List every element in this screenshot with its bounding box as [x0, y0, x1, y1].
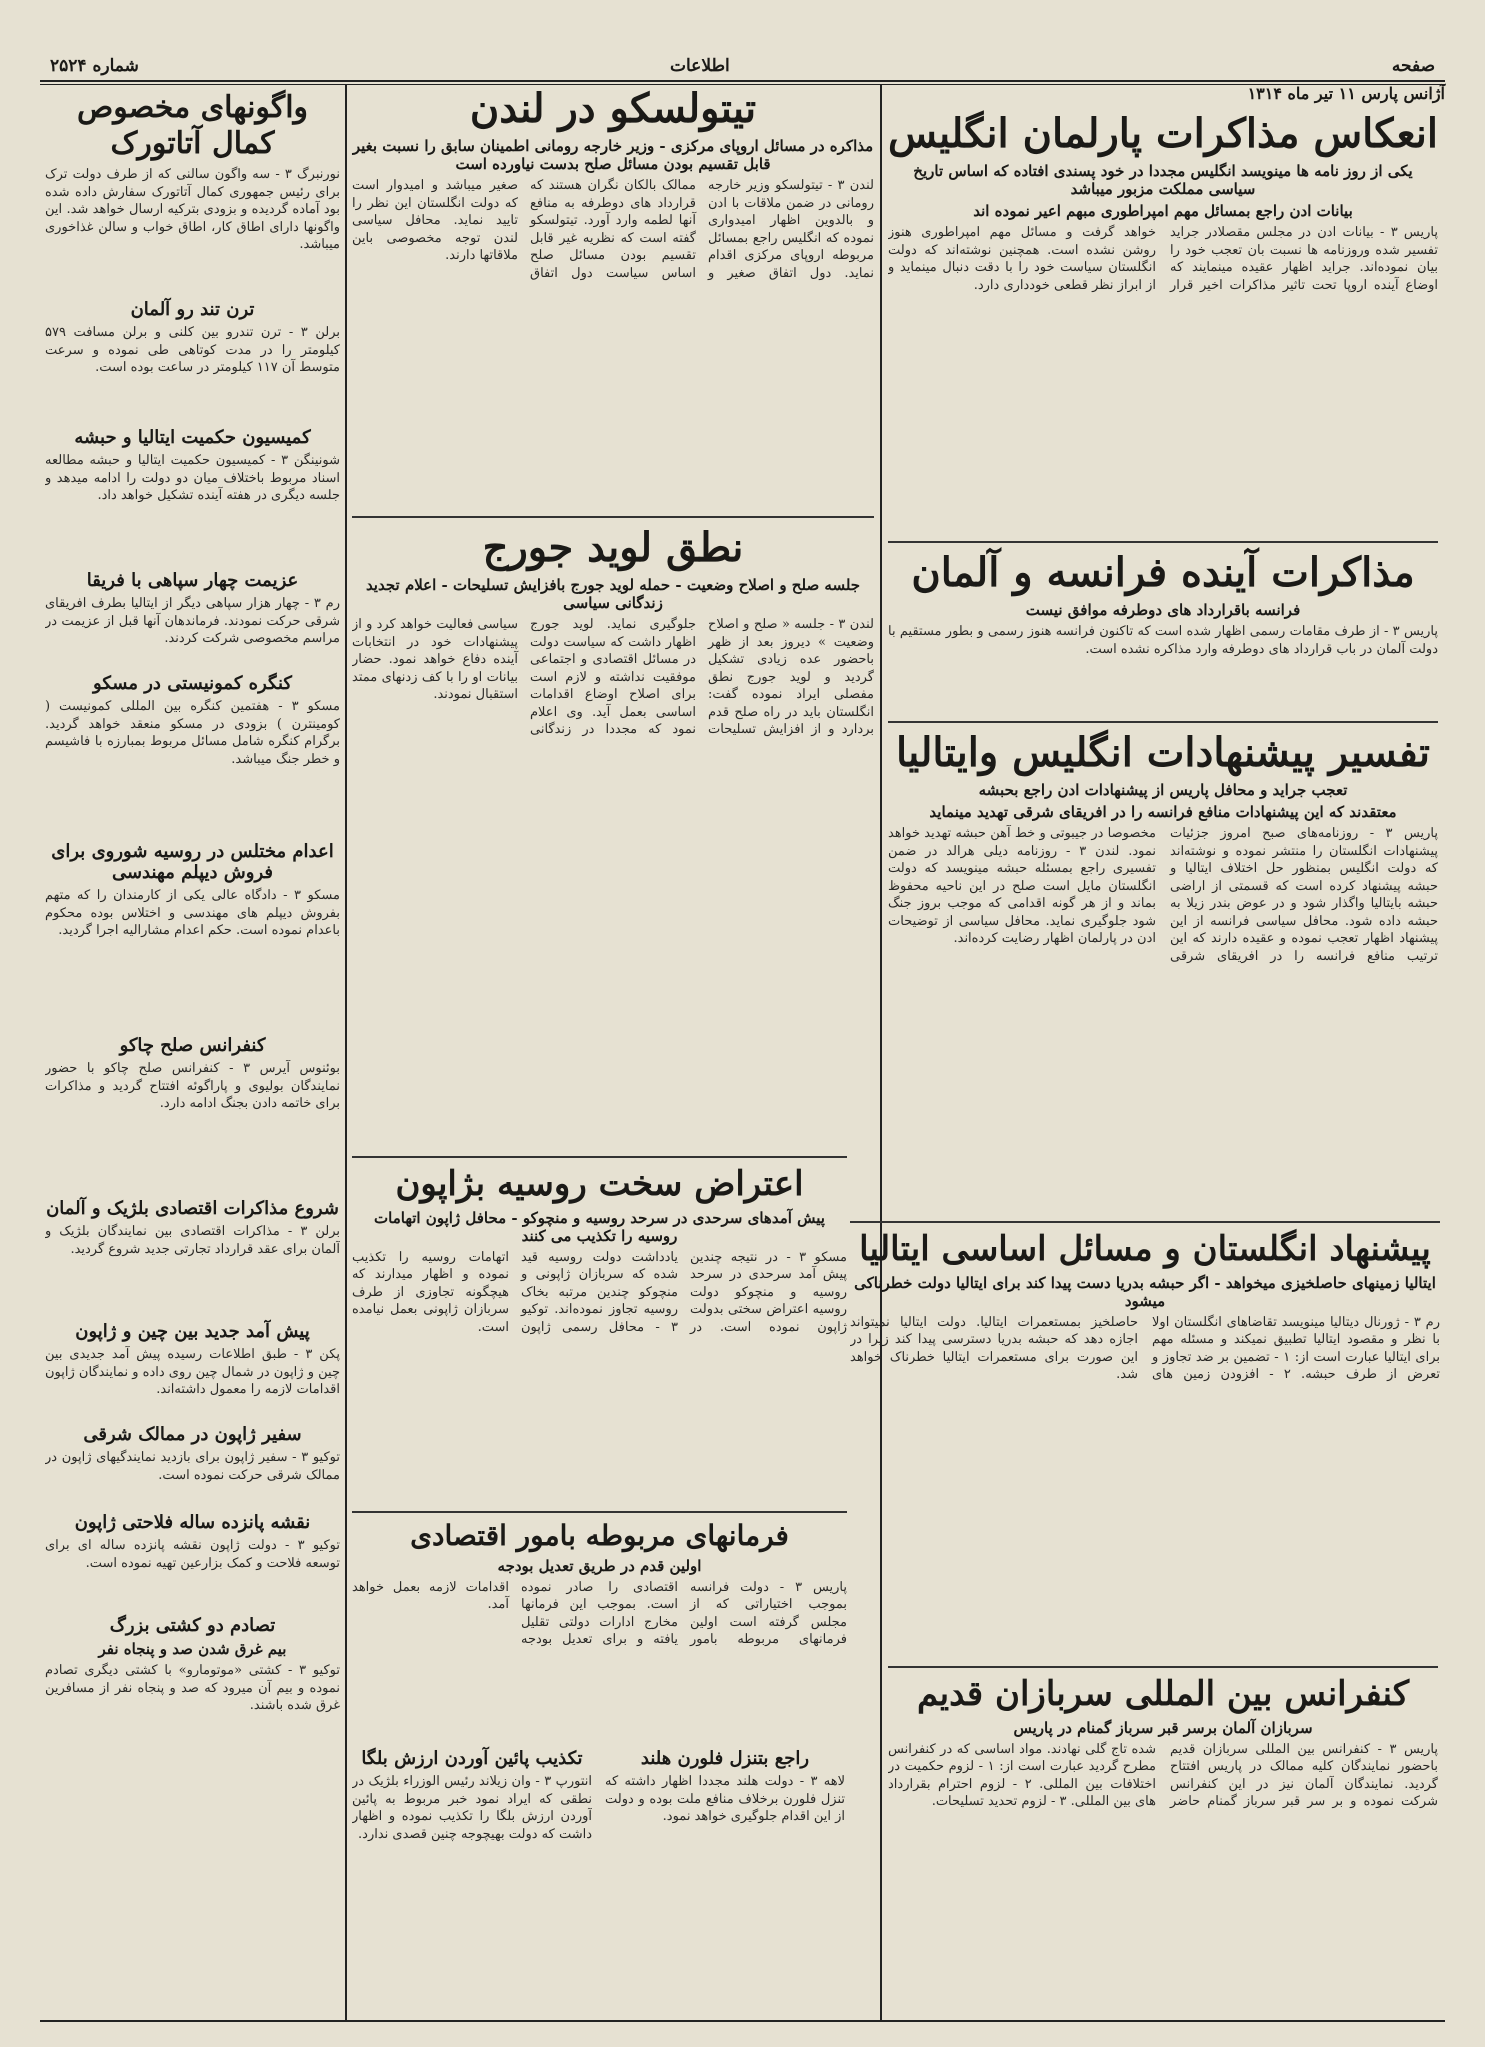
article-parliament: [888, 110, 1438, 474]
article-body: پاریس ۳ - کنفرانس بین المللی سربازان قدیم باحضور نمایندگان کلیه ممالک در پاریس افتتاح گردید. نمایندگان آلمان نیز در این کنفرانس شرکت نموده و بر سر قبر سرباز گمنام حاضر شده تاج گلی نهادند. مواد اساسی که در کنفرانس مطرح گردید عبارت است از: ۱ - لزوم حکمیت در اختلافات بین المللی. ۲ - لزوم احترام بقرارداد های بین المللی. ۳ - لزوم تحدید تسلیحات.: [888, 1741, 1438, 1810]
subheadline: پیش آمدهای سرحدی در سرحد روسیه و منچوکو - محافل ژاپون اتهامات روسیه را تکذیب می کنند: [374, 1208, 825, 1245]
headline: فرمانهای مربوطه بامور اقتصادی: [410, 1519, 789, 1552]
bottom-rule: [40, 2020, 1445, 2022]
article-body: توکیو ۳ - کشتی «موتومارو» با کشتی دیگری تصادم نموده و بیم آن میرود که صد و پنجاه نفر از مسافرین غرق شده باشند.: [45, 1663, 340, 1713]
article-florin: [605, 1740, 845, 1993]
article-body: رم ۳ - چهار هزار سپاهی دیگر از ایتالیا بطرف افریقای شرقی حرکت نمودند. فرماندهان آنها قبل از عزیمت در مراسم مخصوصی شرکت کردند.: [45, 596, 340, 646]
article-body: لندن ۳ - جلسه « صلح و اصلاح وضعیت » دیروز بعد از ظهر باحضور عده زیادی تشکیل گردید و لوید جورج نطق مفصلی ایراد نموده گفت: انگلستان باید در راه صلح قدم بردارد و از افزایش تسلیحات جلوگیری نماید. لوید جورج اظهار داشت که سیاست دولت در مسائل اقتصادی و اجتماعی موفقیت نداشته و لازم است برای اصلاح اوضاع اقدامات اساسی بعمل آید. وی اعلام نمود که مجددا در زندگانی سیاسی فعالیت خواهد کرد و از پیشنهادات خود در انتخابات آینده دفاع خواهد نمود. حضار بیانات او را با کف زدنهای ممتد استقبال نمودند.: [352, 617, 874, 737]
article-body: لندن ۳ - تیتولسکو وزیر خارجه رومانی در ضمن ملاقات با ادن و بالدوین اظهار امیدواری نموده که انگلیس راجع بمسائل مربوطه اروپای مرکزی اقدام نماید. دول اتفاق صغیر و ممالک بالکان نگران هستند که قرارداد های دوطرفه به منافع آنها لطمه وارد آورد. تیتولسکو گفته است که نظریه غیر قابل تقسیم بودن مسائل صلح اساس سیاست دول اتفاق صغیر میباشد و امیدوار است که دولت انگلستان این نظر را تایید نماید. محافل سیاسی لندن توجه مخصوصی باین ملاقاتها دارند.: [352, 178, 874, 281]
subheadline: اولین قدم در طریق تعدیل بودجه: [497, 1556, 702, 1575]
article-body: پاریس ۳ - بیانات ادن در مجلس مقصلادر جراید تفسیر شده وروزنامه ها نسبت بان تعجب خود را بیان نموده‌اند. جراید اظهار عقیده مینمایند که اوضاع آینده اروپا تحت تاثیر مذاکرات اخیر قرار خواهد گرفت و مسائل مهم امپراطوری هنوز روشن نشده است. همچنین نوشته‌اند که دولت انگلستان سیاست خود را با دقت دنبال مینماید و از ابراز نظر قطعی خودداری دارد.: [888, 225, 1438, 293]
divider: [352, 516, 874, 518]
article-england-italy: [888, 715, 1438, 1165]
headline: عزیمت چهار سپاهی با فریقا: [86, 570, 299, 591]
divider: [888, 541, 1438, 543]
article-body: انتورپ ۳ - وان زیلاند رئیس الوزراء بلژیک در نطقی که ایراد نمود خبر مربوط به پائین آوردن ارزش بلگا را تکذیب نموده و اظهار داشت که دولت بهیچوجه چنین قصدی ندارد.: [352, 1774, 592, 1842]
headline: نقشه پانزده ساله فلاحتی ژاپون: [74, 1512, 311, 1533]
article-belga: [352, 1740, 592, 1993]
headline: مذاکرات آینده فرانسه و آلمان: [911, 549, 1415, 596]
headline: تیتولسکو در لندن: [469, 85, 757, 132]
article-body: مسکو ۳ - دادگاه عالی یکی از کارمندان را که متهم بفروش دیپلم های مهندسی و اختلاس بوده محکوم باعدام نموده است. حکم اعدام مشارالیه اجرا گردید.: [45, 888, 340, 938]
article-veterans: [888, 1660, 1438, 1991]
page-label: صفحه: [1391, 56, 1435, 76]
article-titulescu: [352, 85, 874, 497]
divider: [352, 1511, 847, 1513]
divider: [850, 1221, 1440, 1223]
headline: تصادم دو کشتی بزرگ: [109, 1615, 276, 1636]
subheadline: معتقدند که این پیشنهادات منافع فرانسه را در افریقای شرقی تهدید مینماید: [929, 803, 1397, 821]
article-body: پاریس ۳ - دولت فرانسه بموجب اختیاراتی که از مجلس گرفته است اولین فرمانهای مربوطه بامور اقتصادی را صادر نموده است. بموجب این فرمانها مخارج ادارات دولتی تقلیل یافته و برای تعدیل بودجه اقدامات لازمه بعمل خواهد آمد.: [352, 1579, 847, 1648]
subheadline: بیانات ادن راجع بمسائل مهم امپراطوری مبهم اعیر نموده اند: [973, 202, 1353, 220]
article-body: مسکو ۳ - هفتمین کنگره بین المللی کمونیست ( کومینترن ) بزودی در مسکو منعقد خواهد گردید. برگرام کنگره شامل مسائل مربوط بمبارزه با فاشیسم و خطر جنگ میباشد.: [45, 699, 340, 767]
article-economic-decrees: [352, 1505, 847, 1739]
divider: [888, 1666, 1438, 1668]
headline: کنفرانس بین المللی سربازان قدیم: [916, 1674, 1410, 1714]
subheadline: مذاکره در مسائل اروپای مرکزی - وزیر خارجه رومانی اطمینان سابق را نسبت بغیر قابل تقسیم بودن مسائل صلح بدست نیاورده است: [352, 137, 874, 173]
article-body: پاریس ۳ - از طرف مقامات رسمی اظهار شده است که تاکنون فرانسه هنوز رسمی و بطور مستقیم با دولت آلمان در باب قرارداد های دوطرفه وارد مذاکره نشده است.: [888, 624, 1438, 657]
headline: نطق لوید جورج: [482, 524, 744, 571]
headline: شروع مذاکرات اقتصادی بلژیک و آلمان: [46, 1198, 339, 1219]
article-body: مسکو ۳ - در نتیجه چندین پیش آمد سرحدی در سرحد روسیه و منچوکو دولت روسیه اعتراض سختی بدولت ژاپون نموده است. در یادداشت دولت روسیه قید شده که سربازان ژاپونی و منچوکو چندین مرتبه بخاک روسیه تجاوز نموده‌اند. توکیو ۳ - محافل رسمی ژاپون اتهامات روسیه را تکذیب نموده و اظهار میدارند که هیچگونه تجاوزی از طرف سربازان ژاپونی بعمل نیامده است.: [352, 1249, 847, 1335]
divider: [888, 721, 1438, 723]
article-lloyd-george: [352, 510, 874, 1176]
issue-number: شماره ۲۵۲۴: [50, 56, 139, 76]
article-body: بوئنوس آیرس ۳ - کنفرانس صلح چاکو با حضور نمایندگان بولیوی و پاراگوئه افتتاح گردید و مذاکرات برای خاتمه دادن بجنگ ادامه دارد.: [45, 1061, 340, 1111]
headline: راجع بتنزل فلورن هلند: [640, 1748, 810, 1769]
subheadline: فرانسه باقرارداد های دوطرفه موافق نیست: [1025, 601, 1301, 619]
subheadline: بیم غرق شدن صد و پنجاه نفر: [98, 1640, 287, 1658]
headline: سفیر ژاپون در ممالک شرقی: [83, 1424, 302, 1445]
headline: پیشنهاد انگلستان و مسائل اساسی ایتالیا: [859, 1229, 1431, 1269]
article-body: توکیو ۳ - دولت ژاپون نقشه پانزده ساله ای برای توسعه فلاحت و کمک بزارعین تهیه نموده است.: [45, 1538, 340, 1571]
headline: کنفرانس صلح چاکو: [119, 1035, 266, 1056]
article-body: لاهه ۳ - دولت هلند مجددا اظهار داشته که تنزل فلورن برخلاف منافع ملت بوده و دولت از این اقدام جلوگیری خواهد نمود.: [605, 1774, 845, 1824]
subheadline: سربازان آلمان برسر قبر سرباز گمنام در پاریس: [1013, 1718, 1313, 1737]
headline: پیش آمد جدید بین چین و ژاپون: [75, 1321, 310, 1342]
headline: اعدام مختلس در روسیه شوروی برای فروش دیپلم مهندسی: [51, 841, 334, 883]
headline: کمیسیون حکمیت ایتالیا و حبشه: [74, 427, 311, 448]
column-divider: [880, 85, 882, 2020]
article-france-germany: [888, 535, 1438, 683]
masthead-rule: [40, 80, 1445, 82]
article-russia-japan: [352, 1150, 847, 1489]
headline: واگونهای مخصوص کمال آتاتورک: [76, 90, 309, 161]
subheadline: جلسه صلح و اصلاح وضعیت - حمله لوید جورج بافزایش تسلیحات - اعلام تجدید زندگانی سیاسی: [365, 576, 861, 612]
headline: کنگره کمونیستی در مسکو: [93, 673, 292, 694]
headline: اعتراض سخت روسیه بژاپون: [395, 1164, 804, 1204]
headline: تکذیب پائین آوردن ارزش بلگا: [361, 1748, 583, 1769]
subheadline: یکی از روز نامه ها مینویسد انگلیس مجددا در خود پسندی افتاده که اساس تاریخ سیاسی مملکت مزبور میباشد: [913, 162, 1413, 198]
article-body: پکن ۳ - طبق اطلاعات رسیده پیش آمد جدیدی بین چین و ژاپون در شمال چین روی داده و نمایندگان ژاپون اقدامات لازمه را معمول داشته‌اند.: [45, 1347, 340, 1397]
subheadline: ایتالیا زمینهای حاصلخیزی میخواهد - اگر حبشه بدریا دست پیدا کند برای ایتالیا دولت خطرناکی میشود: [854, 1273, 1436, 1310]
article-body: برلن ۳ - ترن تندرو بین کلنی و برلن مسافت ۵۷۹ کیلومتر را در مدت کوتاهی طی نموده و سرعت متوسط آن ۱۱۷ کیلومتر در ساعت بوده است.: [45, 325, 340, 375]
left-column: [45, 90, 340, 1722]
masthead: [50, 56, 1435, 78]
headline: تفسیر پیشنهادات انگلیس وایتالیا: [895, 729, 1431, 776]
newspaper-name: اطلاعات: [670, 56, 730, 76]
article-body: شونینگن ۳ - کمیسیون حکمیت ایتالیا و حبشه مطالعه اسناد مربوط باختلاف میان دو دولت را ادامه میدهد و جلسه دیگری در هفته آینده تشکیل خواهد داد.: [45, 453, 340, 503]
column-divider: [345, 85, 347, 2020]
headline: ترن تند رو آلمان: [130, 299, 255, 320]
headline: انعکاس مذاکرات پارلمان انگلیس: [888, 110, 1438, 157]
article-body: پاریس ۳ - روزنامه‌های صبح امروز جزئیات پیشنهادات انگلستان را منتشر نموده و نوشته‌اند که دولت انگلیس بمنظور حل اختلاف ایتالیا و حبشه پیشنهاد کرده است که قسمتی از اراضی حبشه بایتالیا واگذار شود و در عوض بندر زیلا به حبشه داده شود. محافل سیاسی فرانسه از این پیشنهاد اظهار تعجب نموده و عقیده دارند که این ترتیب منافع فرانسه را در افریقای شرقی مخصوصا در جیبوتی و خط آهن حبشه تهدید خواهد نمود. لندن ۳ - روزنامه دیلی هرالد در ضمن تفسیری راجع بمسئله حبشه مینویسد که دولت انگلستان مایل است صلح در این ناحیه محفوظ بماند و از هر گونه اقدامی که موجب بروز جنگ شود جلوگیری نماید. محافل سیاسی از توضیحات ادن در پارلمان اظهار رضایت کرده‌اند.: [888, 826, 1438, 964]
article-body: توکیو ۳ - سفیر ژاپون برای بازدید نمایندگیهای ژاپون در ممالک شرقی حرکت نموده است.: [45, 1450, 340, 1483]
article-body: برلن ۳ - مذاکرات اقتصادی بین نمایندگان بلژیک و آلمان برای عقد قرارداد تجارتی جدید شروع گردید.: [45, 1224, 340, 1257]
dateline: آژانس پارس ۱۱ تیر ماه ۱۳۱۴: [1247, 84, 1445, 103]
article-england-issues: [850, 1215, 1440, 1654]
subheadline: تعجب جراید و محافل پاریس از پیشنهادات ادن راجع بحبشه: [978, 781, 1348, 799]
article-body: رم ۳ - ژورنال دیتالیا مینویسد تقاضاهای انگلستان اولا با نظر و مقصود ایتالیا تطبیق نمیکند و مسئله مهم برای ایتالیا عبارت است از: ۱ - تضمین بر ضد تجاوز و تعرض از طرف حبشه. ۲ - افزودن زمین های حاصلخیز بمستعمرات ایتالیا. دولت ایتالیا نمیتواند اجازه دهد که حبشه بدریا دسترسی پیدا کند زیرا در این صورت برای مستعمرات ایتالیا خطرناک خواهد شد.: [850, 1314, 1440, 1383]
article-body: نورنبرگ ۳ - سه واگون سالنی که از طرف دولت ترک برای رئیس جمهوری کمال آتاتورک سفارش داده شده بود آماده گردیده و بزودی بترکیه ارسال خواهد شد. این واگونها دارای اطاق کار، اطاق خواب و سالن غذاخوری میباشد.: [45, 167, 340, 252]
divider: [352, 1156, 847, 1158]
